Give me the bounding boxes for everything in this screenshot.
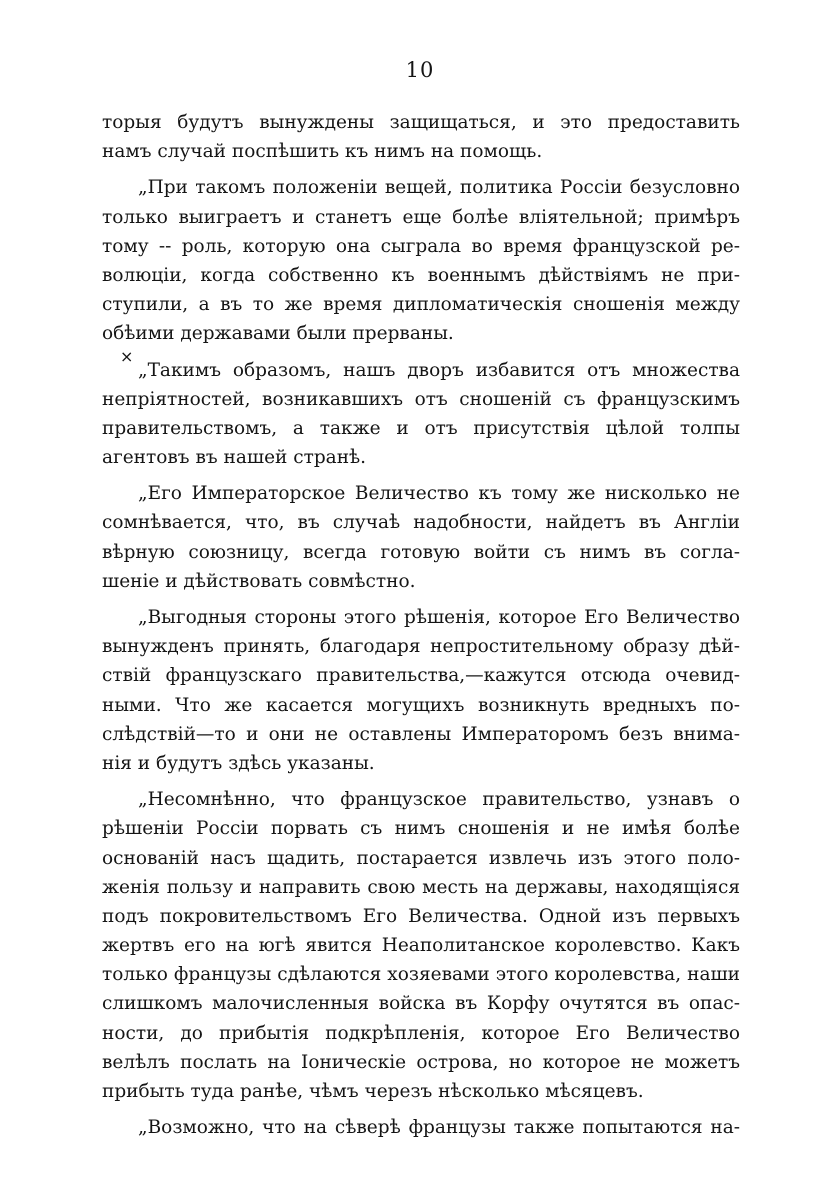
text-line: слѣдствій—то и они не оставлены Императоромъ безъ внима- xyxy=(102,723,740,745)
text-line: ности, до прибытія подкрѣпленія, которое Его Величество xyxy=(102,1022,740,1044)
margin-annotation-mark: × xyxy=(120,347,134,366)
text-line: „Возможно, что на сѣверѣ французы также попытаются на- xyxy=(138,1117,740,1139)
text-line: прибыть туда ранѣе, чѣмъ черезъ нѣсколько мѣсяцевъ. xyxy=(102,1081,644,1102)
text-line: „Такимъ образомъ, нашъ дворъ избавится отъ множества xyxy=(138,359,740,381)
text-line: „При такомъ положеніи вещей, политика Россіи безусловно xyxy=(138,177,740,199)
paragraph xyxy=(102,1113,740,1142)
page-number: 10 xyxy=(405,58,435,82)
text-line: ступили, а въ то же время дипломатическія сношенія между xyxy=(102,294,740,316)
paragraph xyxy=(102,173,740,348)
text-line: „Выгодныя стороны этого рѣшенія, которое Его Величество xyxy=(138,607,740,628)
text-line: намъ случай поспѣшить къ нимъ на помощь. xyxy=(102,141,543,163)
text-line: ными. Что же касается могущихъ возникнуть вредныхъ по- xyxy=(102,694,740,716)
body-text xyxy=(102,108,740,1142)
text-line: жертвъ его на югѣ явится Неаполитанское королевство. Какъ xyxy=(102,935,740,957)
text-line: „Несомнѣнно, что французское правительство, узнавъ о xyxy=(138,789,740,811)
text-line: обѣими державами были прерваны. xyxy=(102,323,454,345)
text-line: вѣрную союзницу, всегда готовую войти съ нимъ въ согла- xyxy=(102,541,740,563)
text-line: слишкомъ малочисленныя войска въ Корфу очутятся въ опас- xyxy=(102,993,740,1015)
paragraph xyxy=(102,108,740,166)
text-line: тому -- роль, которую она сыграла во время французской ре- xyxy=(102,235,740,257)
text-line: основаній насъ щадить, постарается извлечь изъ этого поло- xyxy=(102,847,740,869)
text-line: волюціи, когда собственно къ военнымъ дѣйствіямъ не при- xyxy=(102,264,740,286)
text-line: велѣлъ послать на Іоническіе острова, но которое не можетъ xyxy=(102,1051,740,1073)
paragraph xyxy=(102,603,740,778)
text-line: торыя будутъ вынуждены защищаться, и это предоставить xyxy=(102,112,740,133)
paragraph xyxy=(102,785,740,1106)
text-line: сомнѣвается, что, въ случаѣ надобности, найдетъ въ Англіи xyxy=(102,512,740,534)
text-line: непріятностей, возникавшихъ отъ сношеній съ французскимъ xyxy=(102,388,740,410)
text-line: женія пользу и направить свою месть на державы, находящіяся xyxy=(102,876,740,898)
text-line: вынужденъ принять, благодаря непростительному образу дѣй- xyxy=(102,636,740,658)
text-line: только французы сдѣлаются хозяевами этого королевства, наши xyxy=(102,964,740,986)
text-line: ствій французскаго правительства,—кажутся отсюда очевид- xyxy=(102,665,740,687)
paragraph xyxy=(102,356,740,473)
text-line: подъ покровительствомъ Его Величества. Одной изъ первыхъ xyxy=(102,905,740,927)
text-line: нія и будутъ здѣсь указаны. xyxy=(102,752,375,774)
text-line: „Его Императорское Величество къ тому же нисколько не xyxy=(138,483,740,505)
text-line: агентовъ въ нашей странѣ. xyxy=(102,447,367,469)
text-line: рѣшеніи Россіи порвать съ нимъ сношенія и не имѣя болѣе xyxy=(102,818,740,840)
paragraph xyxy=(102,479,740,596)
text-line: правительствомъ, а также и отъ присутствія цѣлой толпы xyxy=(102,417,740,439)
text-line: только выиграетъ и станетъ еще болѣе вліятельной; примѣръ xyxy=(102,206,740,228)
text-line: шеніе и дѣйствовать совмѣстно. xyxy=(102,570,416,592)
